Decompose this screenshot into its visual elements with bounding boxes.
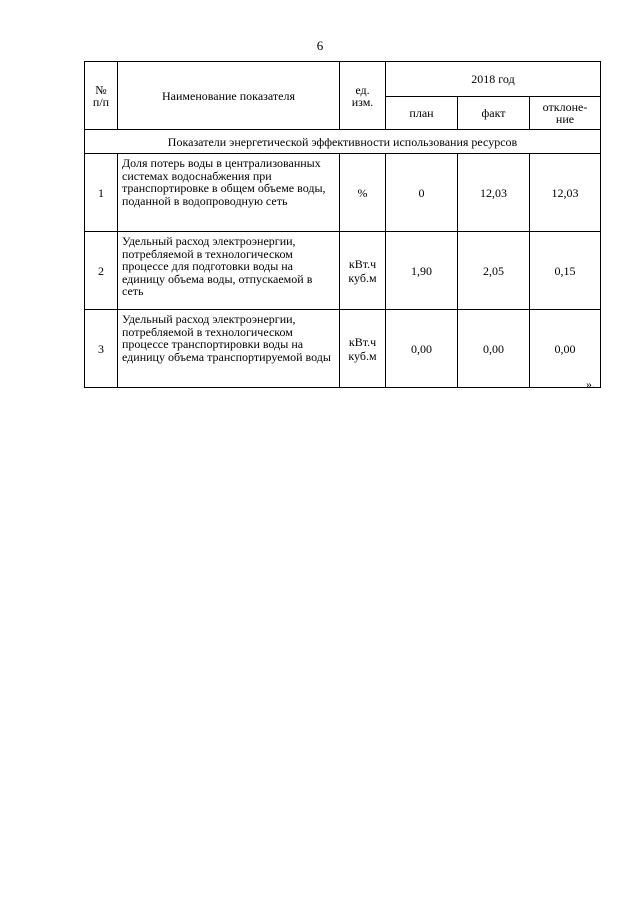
row-plan: 0,00 [386,310,458,388]
header-deviation: отклоне- ние [530,97,601,130]
table-header-row [85,62,601,97]
row-name: Удельный расход электроэнергии, потребляемой в технологическом процессе транспортировки воды на единицу объема транспортируемой воды [118,310,340,388]
row-deviation: 0,15 [530,232,601,310]
row-fact: 2,05 [458,232,530,310]
row-num: 3 [85,310,118,388]
row-unit: кВт.ч куб.м [340,310,386,388]
table-row [85,232,601,310]
section-title: Показатели энергетической эффективности использования ресурсов [85,130,601,154]
row-deviation: 12,03 [530,154,601,232]
header-year: 2018 год [386,62,601,97]
row-num: 1 [85,154,118,232]
table-row [85,154,601,232]
row-plan: 0 [386,154,458,232]
closing-quote: ». [586,377,595,391]
header-num: № п/п [85,62,118,130]
section-row [85,130,601,154]
row-fact: 12,03 [458,154,530,232]
header-name: Наименование показателя [118,62,340,130]
row-num: 2 [85,232,118,310]
row-name: Удельный расход электроэнергии, потребляемой в технологическом процессе для подготовки воды на единицу объема воды, отпускаемой в сеть [118,232,340,310]
header-fact: факт [458,97,530,130]
row-plan: 1,90 [386,232,458,310]
row-unit: % [340,154,386,232]
page-number: 6 [316,38,324,53]
energy-efficiency-table [84,61,601,388]
table-row [85,310,601,388]
row-unit: кВт.ч куб.м [340,232,386,310]
row-deviation: 0,00 [530,310,601,388]
header-unit: ед. изм. [340,62,386,130]
row-name: Доля потерь воды в централизованных системах водоснабжения при транспортировке в общем объеме воды, поданной в водопроводную сеть [118,154,340,232]
header-plan: план [386,97,458,130]
row-fact: 0,00 [458,310,530,388]
